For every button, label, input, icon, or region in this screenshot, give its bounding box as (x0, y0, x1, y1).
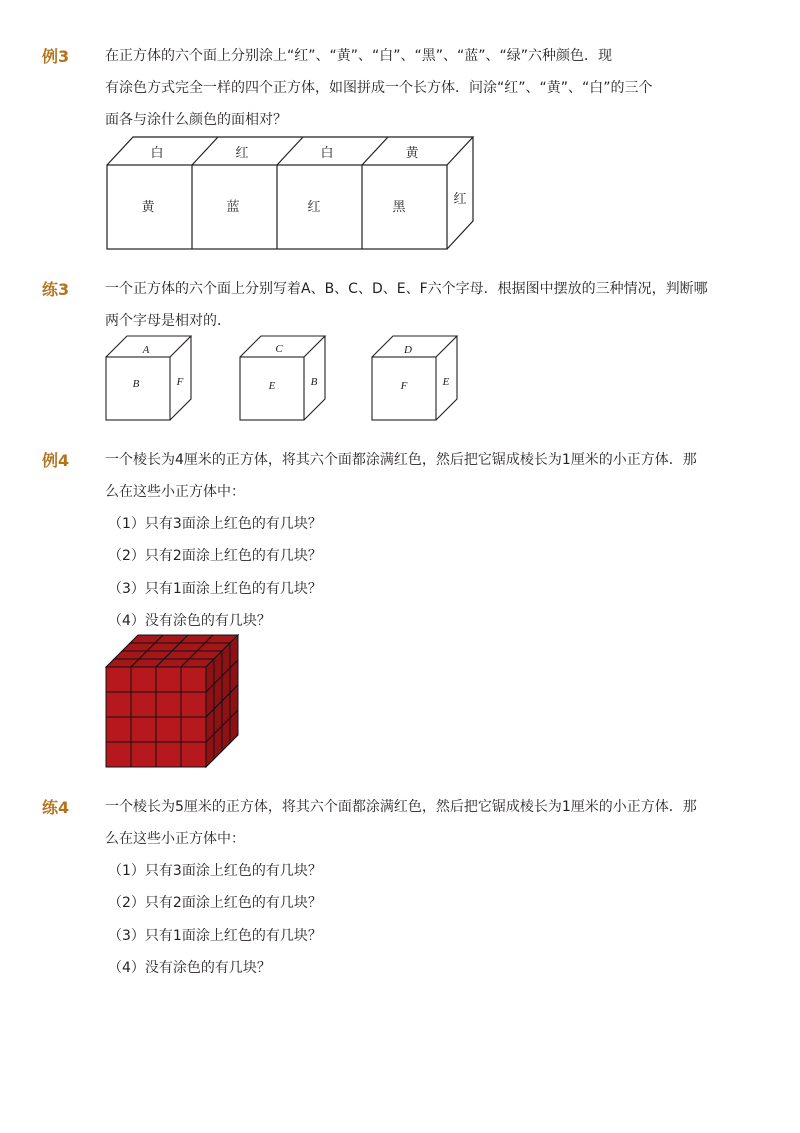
practice-3-text-line-1: 一个正方体的六个面上分别写着A、B、C、D、E、F六个字母．根据图中摆放的三种情况，判断哪 (105, 281, 708, 297)
cube3-top-letter: D (404, 344, 412, 356)
cube-front-cell (131, 742, 156, 767)
cube3-front-letter: F (400, 380, 408, 392)
cuboid-side-face: 红 (453, 192, 467, 207)
cube-front-cell (131, 717, 156, 742)
practice-4-question-4: （4）没有涂色的有几块？ (108, 960, 271, 976)
cube-front-cell (131, 692, 156, 717)
example-4-text-line-2: 么在这些小正方体中： (105, 484, 245, 500)
cube-front-cell (106, 692, 131, 717)
cube2-top-letter: C (275, 343, 283, 355)
cube1-top-face: 白 (150, 146, 164, 161)
cube-front-cell (106, 667, 131, 692)
cube-front-cell (156, 667, 181, 692)
cube2-side-letter: B (310, 376, 318, 388)
cube2-top-face: 红 (235, 146, 249, 161)
practice-4-text-line-1: 一个棱长为5厘米的正方体，将其六个面都涂满红色，然后把它锯成棱长为1厘米的小正方体．那 (105, 799, 697, 815)
example-4-question-3: （3）只有1面涂上红色的有几块？ (108, 581, 322, 597)
cube2-front-face: 蓝 (226, 200, 240, 215)
practice-3-label: 练3 (42, 280, 70, 299)
example-4-text-line-1: 一个棱长为4厘米的正方体，将其六个面都涂满红色，然后把它锯成棱长为1厘米的小正方体．那 (105, 452, 697, 468)
cube1-front-letter: B (132, 378, 140, 390)
cube3-top-face: 白 (320, 146, 334, 161)
cube-front-cell (156, 742, 181, 767)
example-4-question-4: （4）没有涂色的有几块？ (108, 613, 271, 629)
cube2-front-letter: E (268, 380, 276, 392)
cube4-top-face: 黄 (405, 146, 419, 161)
cube3-side-letter: E (442, 376, 450, 388)
example-3-text-line-1: 在正方体的六个面上分别涂上“红”、“黄”、“白”、“黑”、“蓝”、“绿”六种颜色．现 (105, 48, 613, 64)
practice-4-question-2: （2）只有2面涂上红色的有几块？ (108, 895, 322, 911)
example-4-question-2: （2）只有2面涂上红色的有几块？ (108, 548, 322, 564)
example-3-label: 例3 (42, 47, 70, 66)
cube4-front-face: 黑 (392, 200, 406, 215)
cube1-front-face: 黄 (141, 200, 155, 215)
cube-front-cell (181, 742, 206, 767)
cube1-top-letter: A (142, 344, 150, 356)
cube-front-cell (106, 717, 131, 742)
example-3-text-line-2: 有涂色方式完全一样的四个正方体，如图拼成一个长方体．问涂“红”、“黄”、“白”的三个 (105, 80, 653, 96)
cube-front-cell (131, 667, 156, 692)
cube-front-cell (181, 717, 206, 742)
cube-front-cell (181, 692, 206, 717)
example-4-question-1: （1）只有3面涂上红色的有几块？ (108, 516, 322, 532)
practice-4-question-3: （3）只有1面涂上红色的有几块？ (108, 928, 322, 944)
example-4-label: 例4 (42, 451, 70, 470)
cube-front-cell (181, 667, 206, 692)
cube-front-cell (156, 692, 181, 717)
cube-front-cell (106, 742, 131, 767)
cube-front-cell (156, 717, 181, 742)
cube3-front-face: 红 (307, 200, 321, 215)
practice-3-text-line-2: 两个字母是相对的． (105, 313, 231, 329)
example-3-text-line-3: 面各与涂什么颜色的面相对？ (105, 112, 287, 128)
practice-4-label: 练4 (42, 798, 70, 817)
practice-4-question-1: （1）只有3面涂上红色的有几块？ (108, 863, 322, 879)
cube1-side-letter: F (176, 376, 184, 388)
practice-4-text-line-2: 么在这些小正方体中： (105, 831, 245, 847)
